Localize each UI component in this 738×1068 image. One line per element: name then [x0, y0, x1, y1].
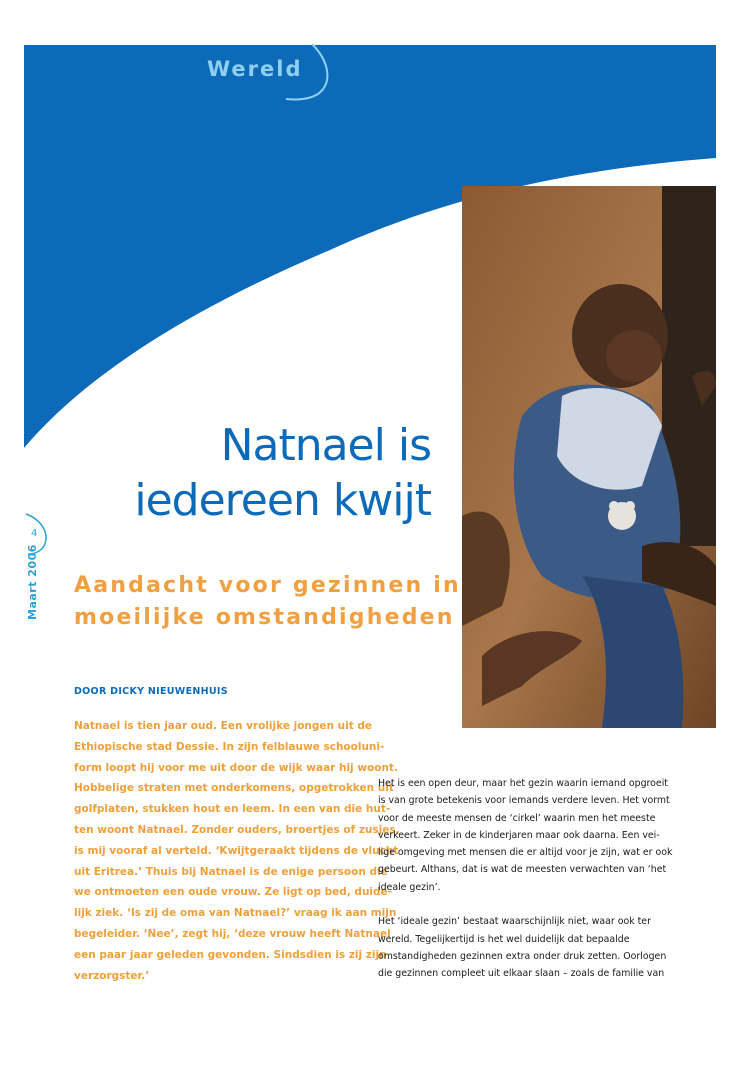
body-line: die gezinnen compleet uit elkaar slaan – zoals de familie van: [378, 968, 665, 980]
intro-line: ten woont Natnael. Zonder ouders, broertjes of zusjes,: [74, 823, 400, 836]
article-subtitle-line: moeilijke omstandigheden: [74, 605, 455, 630]
body-line: voor de meeste mensen de ‘cirkel’ waarin men het meeste: [378, 812, 656, 824]
paragraph-gap: [378, 896, 718, 913]
body-line: Het ‘ideale gezin’ bestaat waarschijnlijk niet, waar ook ter: [378, 916, 651, 928]
intro-line: Ethiopische stad Dessie. In zijn felblauwe schooluni-: [74, 740, 385, 753]
body-line: is van grote betekenis voor iemands verdere leven. Het vormt: [378, 795, 670, 807]
intro-line: Hobbelige straten met onderkomens, opgetrokken uit: [74, 782, 394, 795]
byline: DOOR DICKY NIEUWENHUIS: [74, 686, 228, 697]
intro-line: is mij vooraf al verteld. ‘Kwijtgeraakt tijdens de vlucht: [74, 844, 399, 857]
intro-line: lijk ziek. ‘Is zij de oma van Natnael?’ vraag ik aan mijn: [74, 907, 397, 920]
body-line: wereld. Tegelijkertijd is het wel duidelijk dat bepaalde: [378, 933, 630, 945]
intro-line: verzorgster.’: [74, 969, 150, 982]
folio-page-number: 4: [31, 528, 38, 539]
body-line: verkeert. Zeker in de kinderjaren maar ook daarna. Een vei-: [378, 829, 660, 841]
article-subtitle: [74, 570, 461, 634]
intro-line: form loopt hij voor me uit door de wijk waar hij woont.: [74, 761, 398, 774]
intro-paragraph: [74, 716, 400, 986]
body-line: ideale gezin’.: [378, 881, 441, 893]
intro-line: golfplaten, stukken hout en leem. In een van die hut-: [74, 803, 391, 816]
folio-date: Maart 2006: [26, 544, 39, 620]
body-text: [378, 775, 718, 983]
article-title-line: Natnael is: [220, 420, 431, 471]
body-line: lige omgeving met mensen die er altijd voor je zijn, wat er ook: [378, 847, 673, 859]
article-title-line: iedereen kwijt: [134, 475, 431, 526]
section-label: Wereld: [207, 57, 303, 81]
article-title: [134, 418, 431, 528]
article-photo: [462, 186, 716, 728]
article-subtitle-line: Aandacht voor gezinnen in: [74, 573, 461, 598]
body-line: Het is een open deur, maar het gezin waarin iemand opgroeit: [378, 778, 668, 789]
intro-line: Natnael is tien jaar oud. Een vrolijke jongen uit de: [74, 720, 373, 732]
intro-line: we ontmoeten een oude vrouw. Ze ligt op bed, duide-: [74, 886, 393, 899]
intro-line: begeleider. ‘Nee’, zegt hij, ‘deze vrouw heeft Natnael: [74, 927, 391, 940]
intro-line: uit Eritrea.’ Thuis bij Natnael is de enige persoon die: [74, 865, 388, 878]
body-line: omstandigheden gezinnen extra onder druk zetten. Oorlogen: [378, 950, 667, 962]
intro-line: een paar jaar geleden gevonden. Sindsdien is zij zijn: [74, 948, 387, 961]
photo-child-held-in-arms-icon: [462, 186, 716, 728]
body-line: gebeurt. Althans, dat is wat de meesten verwachten van ‘het: [378, 864, 667, 876]
